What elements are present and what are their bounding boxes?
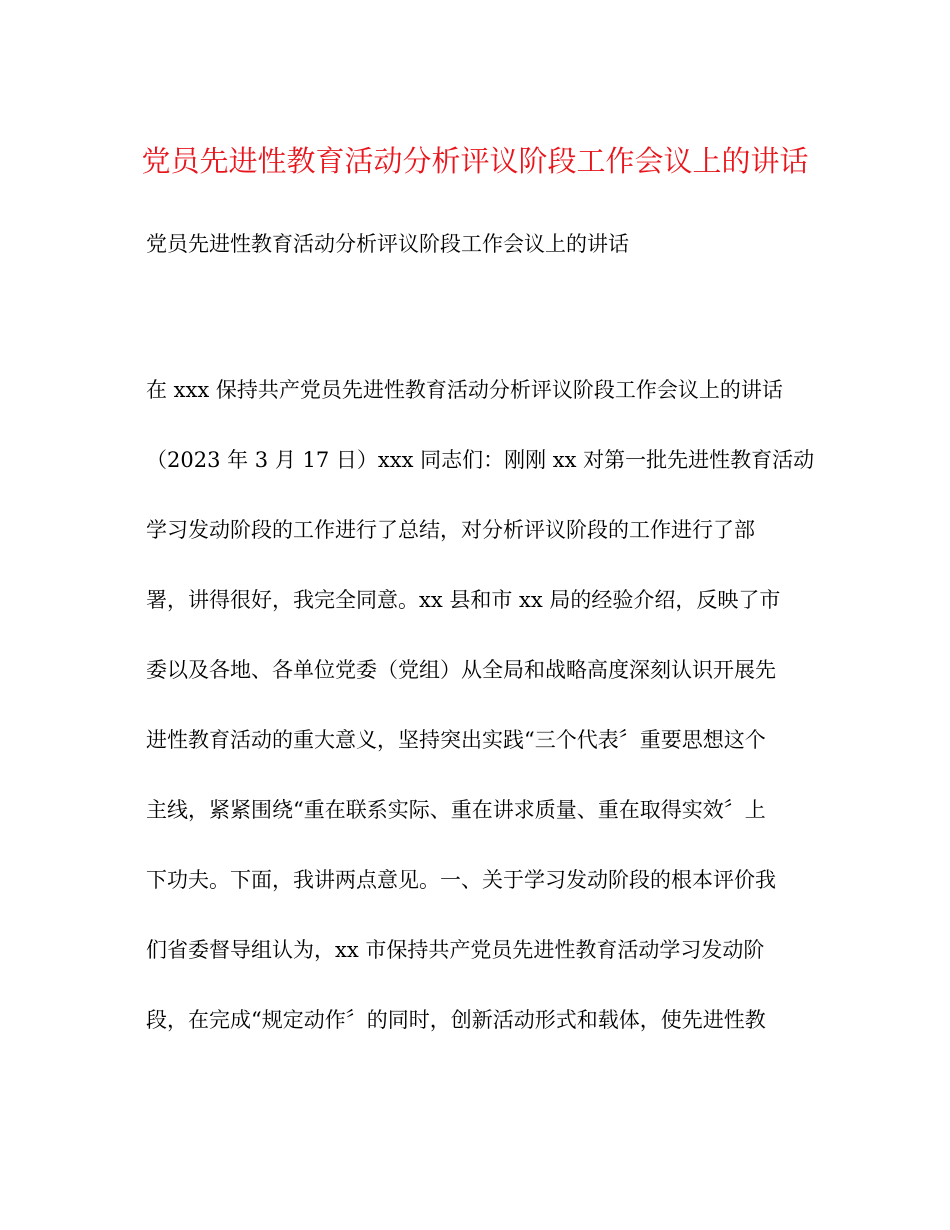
body-line: 学习发动阶段的工作进行了总结，对分析评议阶段的工作进行了部	[146, 518, 755, 542]
body-line: 委以及各地、各单位党委（党组）从全局和战略高度深刻认识开展先	[146, 658, 776, 682]
body-line: 主线，紧紧围绕“重在联系实际、重在讲求质量、重在取得实效〞上	[146, 798, 766, 822]
document-subtitle: 党员先进性教育活动分析评议阶段工作会议上的讲话	[146, 232, 629, 256]
body-line: 进性教育活动的重大意义，坚持突出实践“三个代表〞重要思想这个	[146, 728, 766, 752]
body-line: 们省委督导组认为，xx 市保持共产党员先进性教育活动学习发动阶	[146, 938, 765, 962]
body-line: 署，讲得很好，我完全同意。xx 县和市 xx 局的经验介绍，反映了市	[146, 588, 781, 612]
body-line: 在 xxx 保持共产党员先进性教育活动分析评议阶段工作会议上的讲话	[146, 378, 783, 402]
body-line: 段，在完成“规定动作〞的同时，创新活动形式和载体，使先进性教	[146, 1008, 766, 1032]
body-line: 下功夫。下面，我讲两点意见。一、关于学习发动阶段的根本评价我	[146, 868, 776, 892]
document-title: 党员先进性教育活动分析评议阶段工作会议上的讲话	[141, 144, 809, 178]
body-line: （2023 年 3 月 17 日）xxx 同志们：刚刚 xx 对第一批先进性教育活动	[146, 448, 815, 472]
